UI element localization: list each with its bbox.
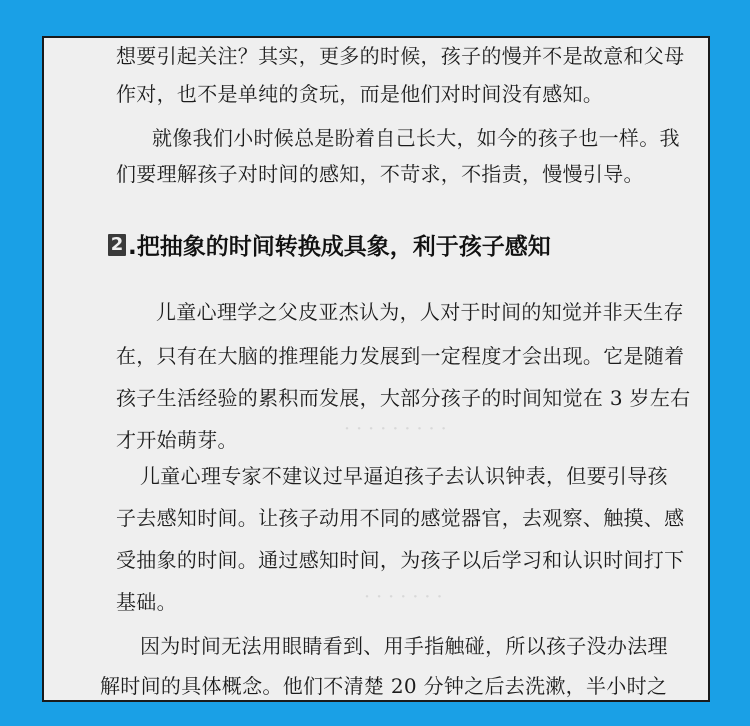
section-number-badge: 2	[108, 234, 126, 256]
section-heading-text: .把抽象的时间转换成具象，利于孩子感知	[128, 234, 551, 260]
text-line: 作对，也不是单纯的贪玩，而是他们对时间没有感知。	[116, 82, 604, 106]
text-line: 们要理解孩子对时间的感知，不苛求，不指责，慢慢引导。	[116, 162, 644, 186]
paragraph-3-line: 因为时间无法用眼睛看到、用手指触碰，所以孩子没办法理	[140, 634, 668, 658]
paragraph-1-line: 孩子生活经验的累积而发展，大部分孩子的时间知觉在 3 岁左右	[116, 386, 691, 410]
paragraph-1-line: 在，只有在大脑的推理能力发展到一定程度才会出现。它是随着	[116, 344, 685, 368]
book-page	[42, 36, 710, 702]
paragraph-3-line: 解时间的具体概念。他们不清楚 20 分钟之后去洗漱，半小时之	[100, 674, 668, 698]
paragraph-2-line: 儿童心理专家不建议过早逼迫孩子去认识钟表，但要引导孩	[140, 464, 668, 488]
section-heading	[108, 228, 551, 261]
paragraph-2-line: 受抽象的时间。通过感知时间，为孩子以后学习和认识时间打下	[116, 548, 685, 572]
blue-frame	[14, 14, 736, 712]
text-line: 想要引起关注？其实，更多的时候，孩子的慢并不是故意和父母	[116, 44, 685, 68]
bleed-through-text: · · · · · · ·	[364, 586, 443, 608]
text-line: 就像我们小时候总是盼着自己长大，如今的孩子也一样。我	[152, 126, 680, 150]
paragraph-1-line: 才开始萌芽。	[116, 428, 238, 452]
paragraph-2-line: 子去感知时间。让孩子动用不同的感觉器官，去观察、触摸、感	[116, 506, 685, 530]
bleed-through-text: · · · · · · · · ·	[344, 418, 447, 440]
paragraph-1-line: 儿童心理学之父皮亚杰认为，人对于时间的知觉并非天生存	[156, 300, 684, 324]
paragraph-2-line: 基础。	[116, 590, 177, 614]
